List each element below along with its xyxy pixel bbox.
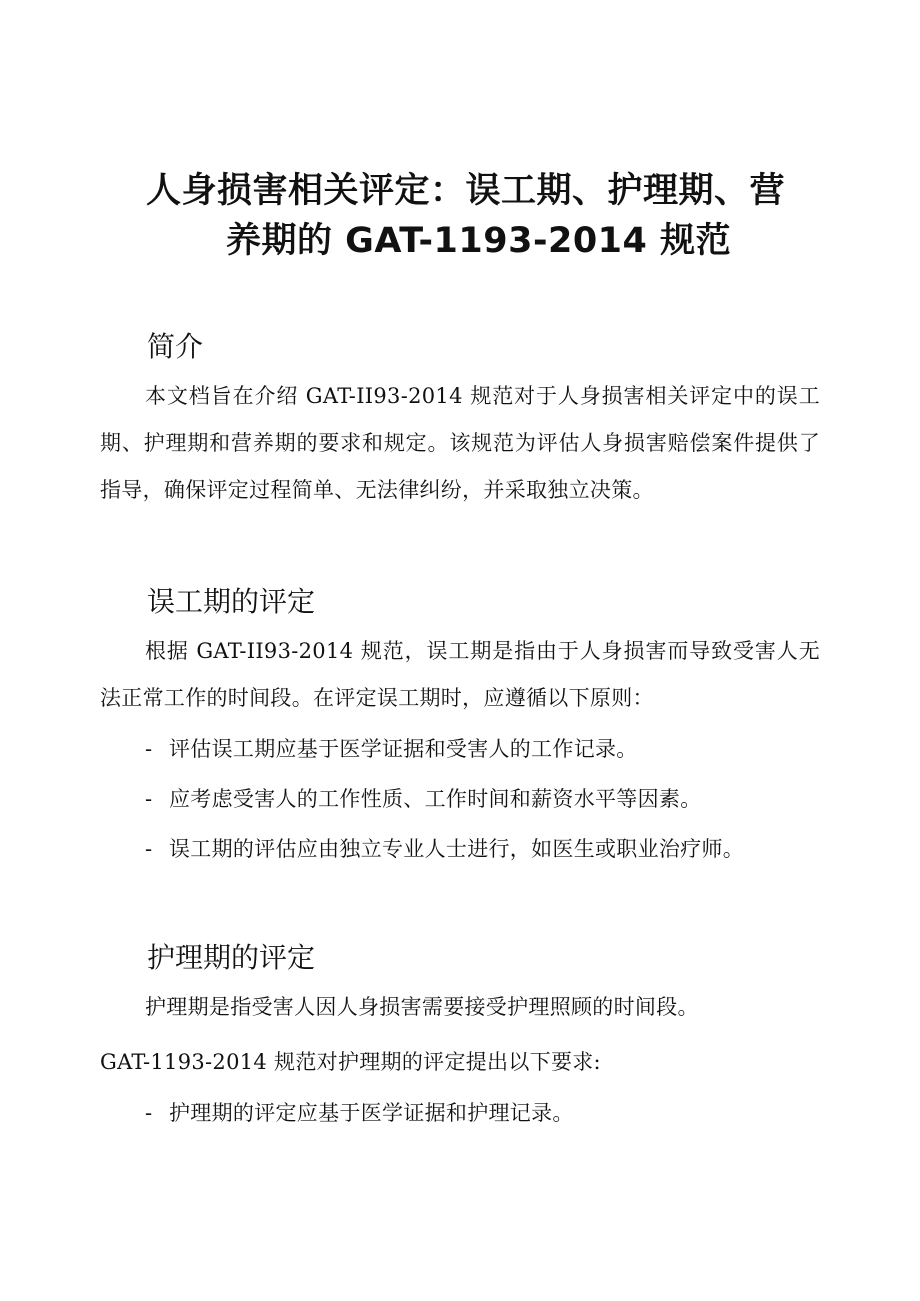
nursing-bullet-1 [145, 1098, 825, 1128]
bullet-marker: - [145, 787, 153, 811]
bullet-marker: - [145, 737, 153, 761]
lost-work-paragraph: 根据 GAT-II93-2014 规范，误工期是指由于人身损害而导致受害人无法正常工作的时间段。在评定误工期时，应遵循以下原则： [100, 639, 820, 710]
document-title-line-1: 人身损害相关评定：误工期、护理期、营 [146, 171, 786, 211]
bullet-marker: - [145, 837, 153, 861]
document-title-line-2: 养期的 GAT-1193-2014 规范 [226, 221, 732, 261]
document-title [100, 166, 820, 266]
section-heading-lost-work: 误工期的评定 [147, 585, 316, 618]
section-heading-nursing: 护理期的评定 [147, 941, 316, 974]
lost-work-bullet-1 [145, 734, 825, 764]
nursing-requirements-intro: GAT-1193-2014 规范对护理期的评定提出以下要求: [100, 1050, 601, 1074]
lost-work-bullet-3 [145, 834, 825, 864]
lost-work-bullet-2 [145, 784, 825, 814]
bullet-text: 护理期的评定应基于医学证据和护理记录。 [169, 1101, 574, 1125]
nursing-definition: 护理期是指受害人因人身损害需要接受护理照顾的时间段。 [145, 995, 699, 1019]
bullet-marker: - [145, 1101, 153, 1125]
section-heading-intro: 简介 [147, 330, 204, 363]
bullet-text: 误工期的评估应由独立专业人士进行，如医生或职业治疗师。 [169, 837, 745, 861]
bullet-text: 评估误工期应基于医学证据和受害人的工作记录。 [169, 737, 638, 761]
intro-paragraph: 本文档旨在介绍 GAT-II93-2014 规范对于人身损害相关评定中的误工期、护理期和营养期的要求和规定。该规范为评估人身损害赔偿案件提供了指导，确保评定过程简单、无法律纠纷，并采取独立决策。 [100, 384, 820, 502]
bullet-text: 应考虑受害人的工作性质、工作时间和薪资水平等因素。 [169, 787, 702, 811]
